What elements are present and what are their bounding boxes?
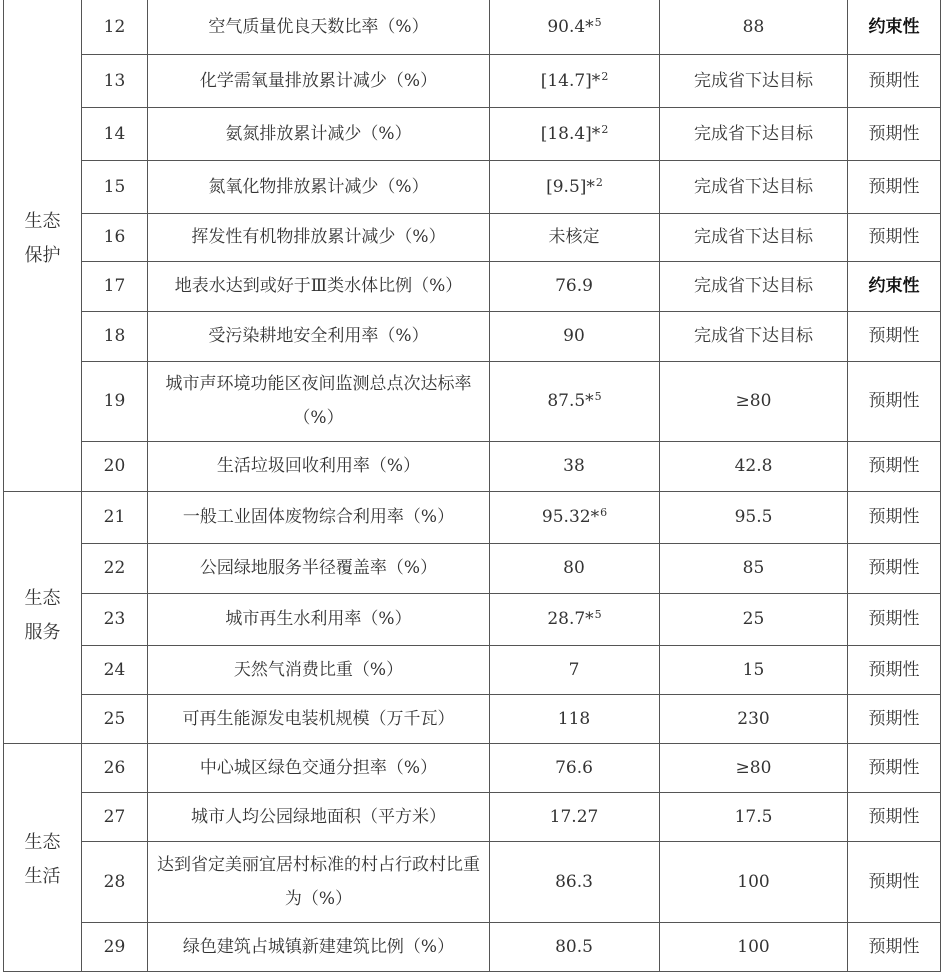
indicator-nature: 预期性 bbox=[848, 54, 941, 107]
indicator-nature: 预期性 bbox=[848, 743, 941, 792]
base-value: 90 bbox=[563, 326, 585, 346]
target-value: 230 bbox=[660, 694, 848, 743]
indicator-name: 一般工业固体废物综合利用率（%） bbox=[148, 491, 490, 543]
base-value-cell bbox=[490, 645, 660, 694]
category-label: 保护 bbox=[24, 245, 61, 266]
base-value-cell bbox=[490, 311, 660, 361]
indicator-nature: 预期性 bbox=[848, 361, 941, 441]
indicator-name: 公园绿地服务半径覆盖率（%） bbox=[148, 543, 490, 593]
table-row bbox=[4, 441, 941, 491]
category-label: 生态 bbox=[24, 831, 61, 853]
base-value: 76.9 bbox=[555, 276, 593, 296]
indicator-name: 氮氧化物排放累计减少（%） bbox=[148, 160, 490, 213]
footnote-mark: 2 bbox=[595, 175, 603, 189]
indicator-name: 中心城区绿色交通分担率（%） bbox=[148, 743, 490, 792]
target-value: 15 bbox=[660, 645, 848, 694]
category-label: 服务 bbox=[24, 621, 61, 643]
target-value: 17.5 bbox=[660, 792, 848, 841]
indicator-name: 天然气消费比重（%） bbox=[148, 645, 490, 694]
indicator-nature: 预期性 bbox=[848, 441, 941, 491]
row-number: 22 bbox=[82, 543, 148, 593]
table-row bbox=[4, 261, 941, 311]
row-number: 28 bbox=[82, 841, 148, 922]
table-row bbox=[4, 213, 941, 261]
target-value: 100 bbox=[660, 922, 848, 971]
table-row bbox=[4, 593, 941, 645]
indicator-nature: 预期性 bbox=[848, 491, 941, 543]
indicator-name: 化学需氧量排放累计减少（%） bbox=[148, 54, 490, 107]
row-number: 27 bbox=[82, 792, 148, 841]
target-value: 完成省下达目标 bbox=[660, 311, 848, 361]
table-row bbox=[4, 0, 941, 54]
base-value: 118 bbox=[557, 708, 591, 729]
table-row bbox=[4, 361, 941, 441]
row-number: 14 bbox=[82, 107, 148, 160]
base-value-cell bbox=[490, 54, 660, 107]
row-number: 29 bbox=[82, 922, 148, 971]
row-number: 19 bbox=[82, 361, 148, 441]
indicator-nature: 预期性 bbox=[848, 311, 941, 361]
base-value: 17.27 bbox=[549, 806, 599, 827]
table-row bbox=[4, 543, 941, 593]
target-value: 100 bbox=[660, 841, 848, 922]
row-number: 13 bbox=[82, 54, 148, 107]
base-value-cell bbox=[490, 743, 660, 792]
base-value: [14.7]* bbox=[540, 70, 601, 91]
table-row bbox=[4, 311, 941, 361]
table-row bbox=[4, 694, 941, 743]
target-value: ≥80 bbox=[660, 361, 848, 441]
category-label: 生活 bbox=[24, 865, 61, 887]
target-value: 完成省下达目标 bbox=[660, 213, 848, 261]
base-value-cell bbox=[490, 694, 660, 743]
footnote-mark: 2 bbox=[601, 122, 609, 136]
category-label: 生态 bbox=[24, 587, 61, 609]
row-number: 25 bbox=[82, 694, 148, 743]
target-value: 完成省下达目标 bbox=[660, 107, 848, 160]
base-value-cell bbox=[490, 361, 660, 441]
base-value: 80.5 bbox=[555, 936, 593, 957]
base-value-cell bbox=[490, 107, 660, 160]
indicator-name: 挥发性有机物排放累计减少（%） bbox=[148, 213, 490, 261]
indicator-nature: 预期性 bbox=[848, 792, 941, 841]
row-number: 16 bbox=[82, 213, 148, 261]
target-value: 完成省下达目标 bbox=[660, 54, 848, 107]
footnote-mark: 2 bbox=[601, 69, 609, 83]
base-value: 28.7* bbox=[547, 609, 594, 629]
base-value-cell bbox=[490, 491, 660, 543]
target-value: 85 bbox=[660, 543, 848, 593]
indicator-name: 氨氮排放累计减少（%） bbox=[148, 107, 490, 160]
table-row bbox=[4, 841, 941, 922]
indicator-nature: 约束性 bbox=[848, 0, 941, 54]
base-value-cell bbox=[490, 543, 660, 593]
table-row bbox=[4, 743, 941, 792]
row-number: 18 bbox=[82, 311, 148, 361]
table-row bbox=[4, 107, 941, 160]
indicator-name: 城市人均公园绿地面积（平方米） bbox=[148, 792, 490, 841]
base-value: 未核定 bbox=[548, 227, 600, 247]
base-value: 38 bbox=[563, 456, 585, 476]
indicator-name: 城市再生水利用率（%） bbox=[148, 593, 490, 645]
table-row bbox=[4, 645, 941, 694]
base-value-cell bbox=[490, 160, 660, 213]
indicator-name: 城市声环境功能区夜间监测总点次达标率（%） bbox=[148, 361, 490, 441]
category-cell bbox=[4, 0, 82, 491]
indicator-name: 空气质量优良天数比率（%） bbox=[148, 0, 490, 54]
target-value: 95.5 bbox=[660, 491, 848, 543]
footnote-mark: 6 bbox=[600, 506, 608, 519]
base-value-cell bbox=[490, 792, 660, 841]
target-value: 完成省下达目标 bbox=[660, 261, 848, 311]
row-number: 24 bbox=[82, 645, 148, 694]
indicator-name: 地表水达到或好于Ⅲ类水体比例（%） bbox=[148, 261, 490, 311]
table-row bbox=[4, 491, 941, 543]
indicator-name: 受污染耕地安全利用率（%） bbox=[148, 311, 490, 361]
category-cell bbox=[4, 491, 82, 743]
base-value-cell bbox=[490, 441, 660, 491]
row-number: 20 bbox=[82, 441, 148, 491]
row-number: 17 bbox=[82, 261, 148, 311]
base-value-cell bbox=[490, 593, 660, 645]
base-value-cell bbox=[490, 261, 660, 311]
row-number: 21 bbox=[82, 491, 148, 543]
base-value: 76.6 bbox=[555, 757, 593, 778]
indicator-nature: 预期性 bbox=[848, 841, 941, 922]
table-row bbox=[4, 792, 941, 841]
indicator-name: 绿色建筑占城镇新建建筑比例（%） bbox=[148, 922, 490, 971]
indicator-table bbox=[3, 0, 941, 972]
indicator-nature: 预期性 bbox=[848, 593, 941, 645]
base-value-cell bbox=[490, 213, 660, 261]
base-value: 80 bbox=[563, 558, 585, 578]
indicator-nature: 约束性 bbox=[848, 261, 941, 311]
footnote-mark: 5 bbox=[594, 390, 602, 403]
base-value: [9.5]* bbox=[546, 176, 595, 197]
base-value: 87.5* bbox=[547, 391, 594, 411]
indicator-nature: 预期性 bbox=[848, 922, 941, 971]
footnote-mark: 5 bbox=[594, 608, 602, 621]
indicator-nature: 预期性 bbox=[848, 213, 941, 261]
footnote-mark: 5 bbox=[594, 15, 602, 29]
indicator-nature: 预期性 bbox=[848, 543, 941, 593]
row-number: 12 bbox=[82, 0, 148, 54]
indicator-nature: 预期性 bbox=[848, 694, 941, 743]
base-value: 90.4* bbox=[547, 16, 594, 37]
indicator-name: 可再生能源发电装机规模（万千瓦） bbox=[148, 694, 490, 743]
indicator-nature: 预期性 bbox=[848, 645, 941, 694]
category-cell bbox=[4, 743, 82, 971]
base-value: 95.32* bbox=[541, 507, 600, 527]
base-value: [18.4]* bbox=[540, 123, 601, 144]
indicator-name: 达到省定美丽宜居村标准的村占行政村比重为（%） bbox=[148, 841, 490, 922]
table-row bbox=[4, 922, 941, 971]
target-value: 88 bbox=[660, 0, 848, 54]
base-value-cell bbox=[490, 841, 660, 922]
indicator-name: 生活垃圾回收利用率（%） bbox=[148, 441, 490, 491]
target-value: ≥80 bbox=[660, 743, 848, 792]
indicator-nature: 预期性 bbox=[848, 107, 941, 160]
table-row bbox=[4, 160, 941, 213]
target-value: 42.8 bbox=[660, 441, 848, 491]
base-value-cell bbox=[490, 0, 660, 54]
base-value: 86.3 bbox=[555, 871, 593, 892]
base-value: 7 bbox=[568, 659, 580, 680]
target-value: 完成省下达目标 bbox=[660, 160, 848, 213]
row-number: 15 bbox=[82, 160, 148, 213]
category-label: 生态 bbox=[24, 211, 61, 232]
base-value-cell bbox=[490, 922, 660, 971]
row-number: 23 bbox=[82, 593, 148, 645]
row-number: 26 bbox=[82, 743, 148, 792]
indicator-nature: 预期性 bbox=[848, 160, 941, 213]
target-value: 25 bbox=[660, 593, 848, 645]
table-row bbox=[4, 54, 941, 107]
